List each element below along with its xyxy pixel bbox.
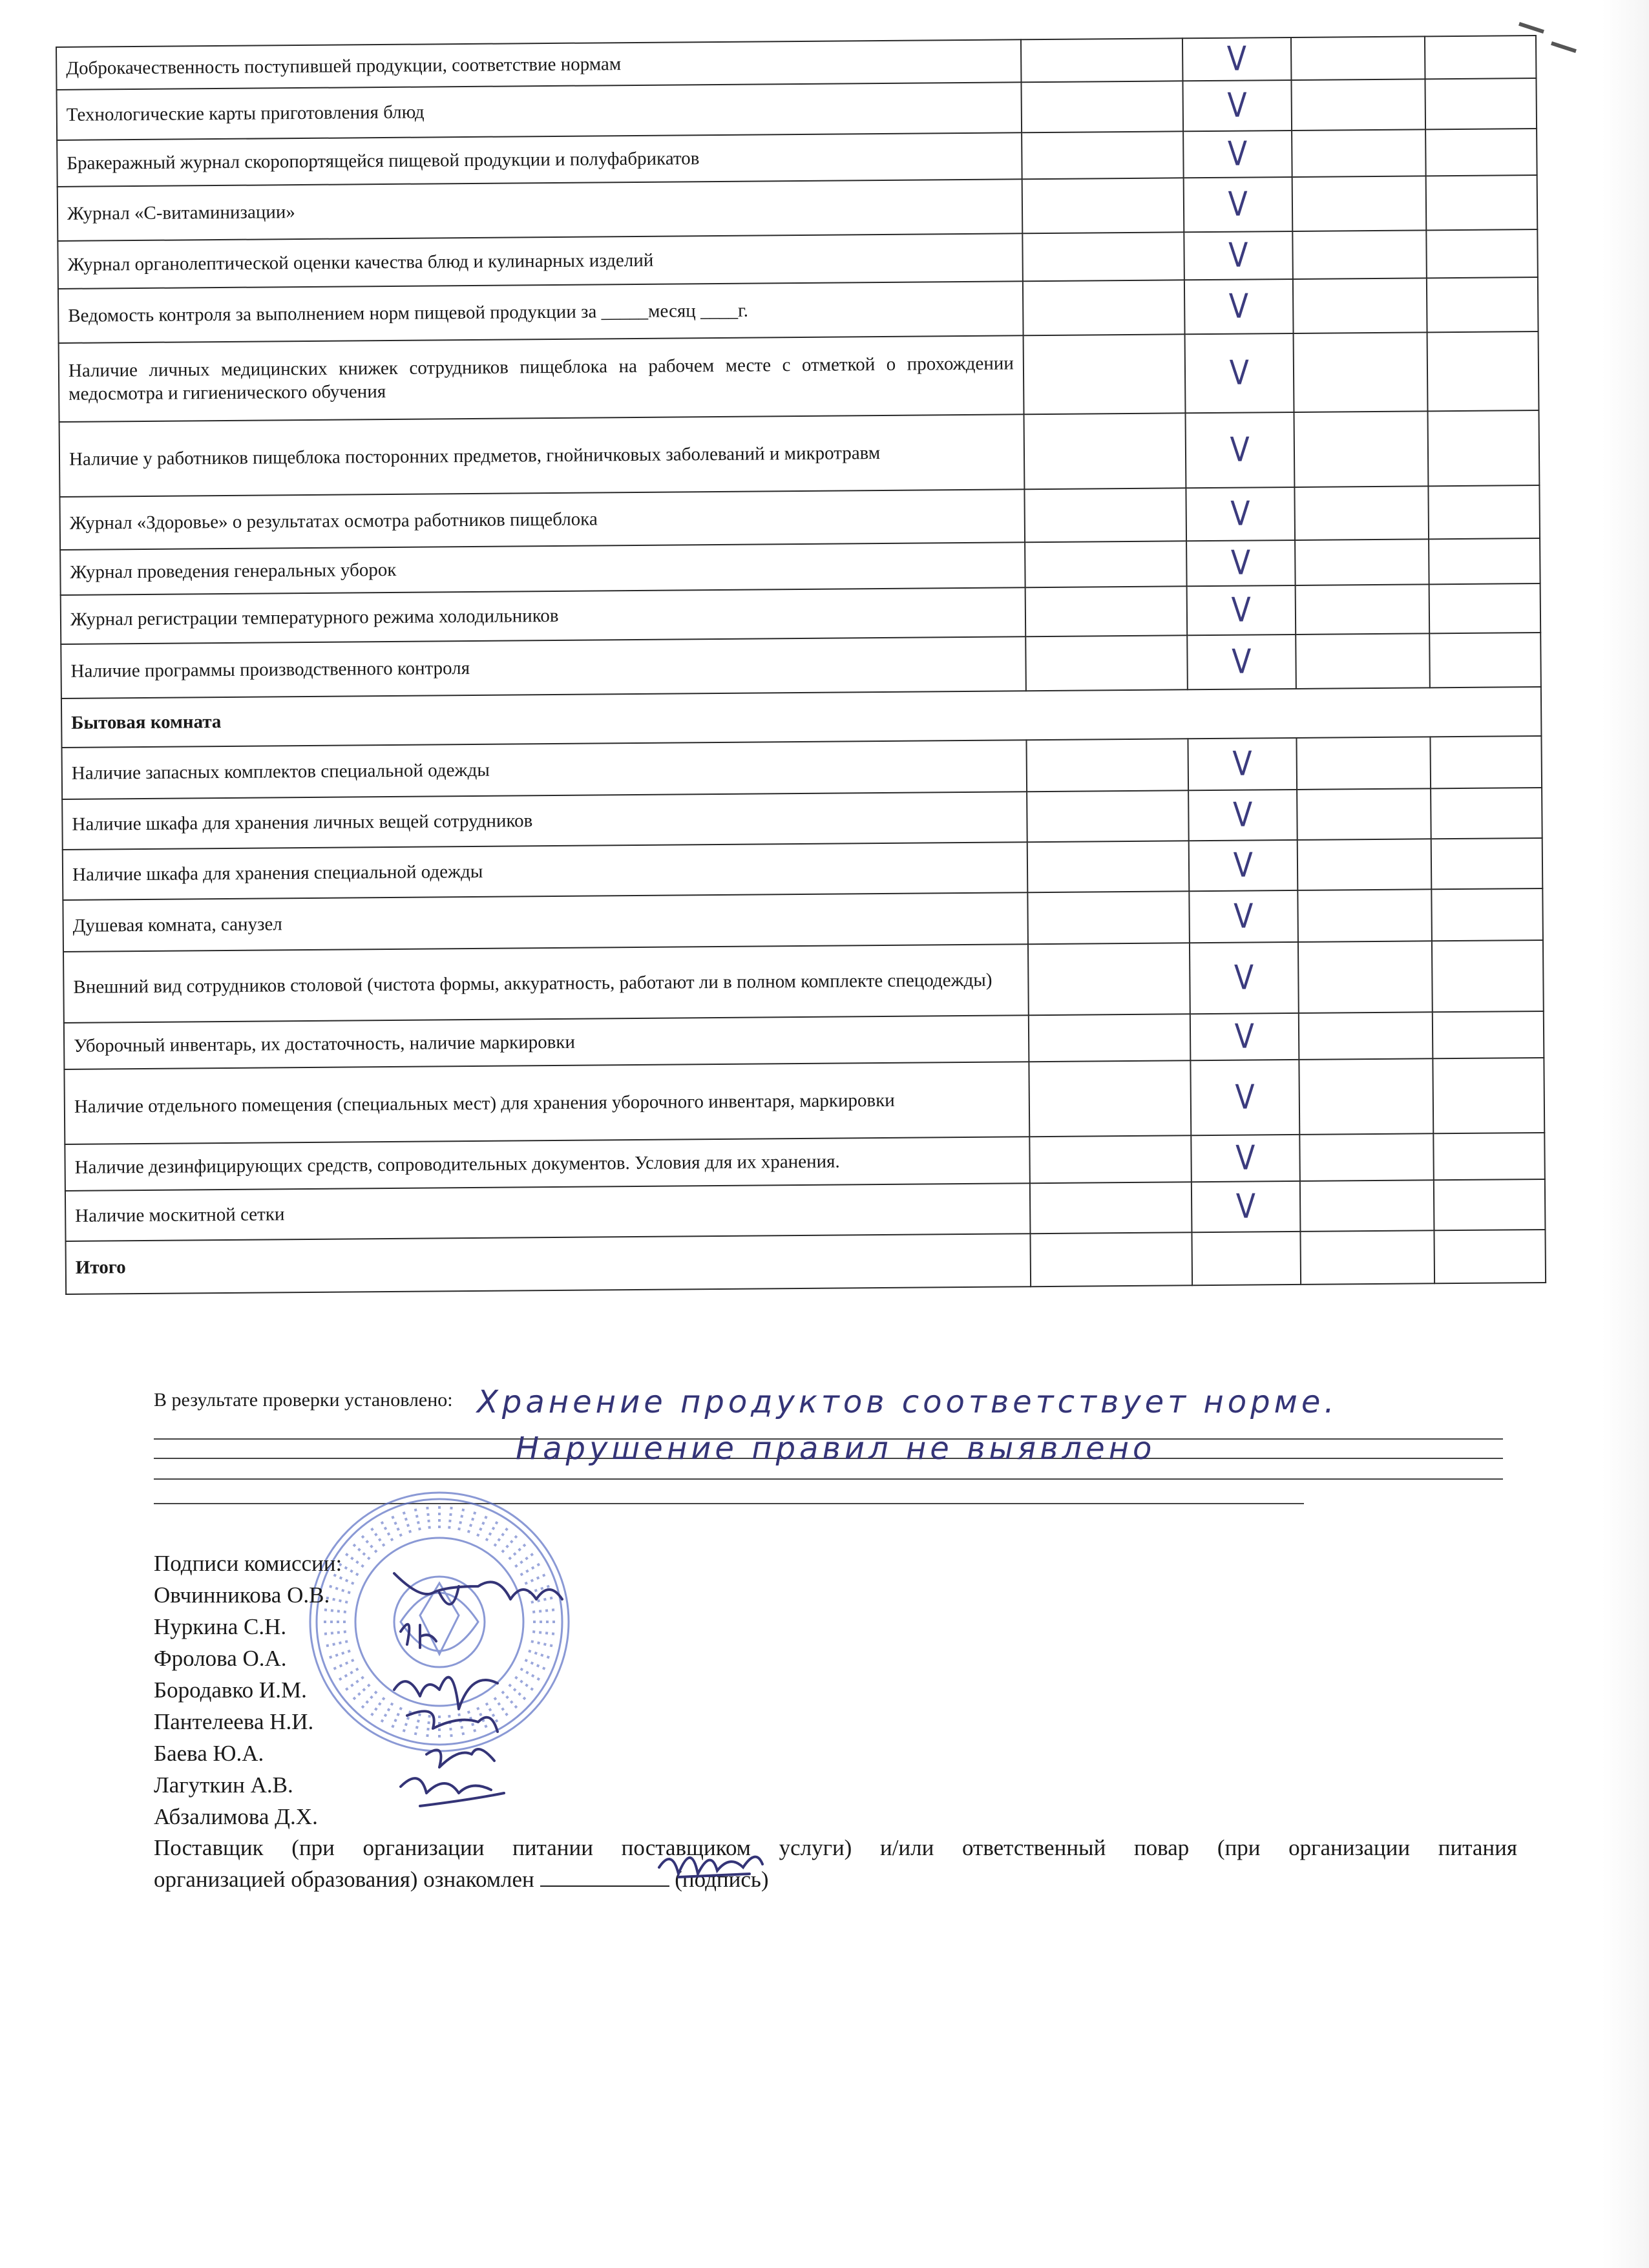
criterion-label: Технологические карты приготовления блюд xyxy=(57,82,1022,140)
scan-mark xyxy=(1518,22,1544,34)
empty-cell xyxy=(1296,584,1430,635)
empty-cell xyxy=(1293,278,1427,333)
empty-cell xyxy=(1292,230,1427,279)
empty-cell xyxy=(1294,332,1428,412)
commission-member: Лагуткин А.В. xyxy=(154,1772,293,1798)
commission-member: Фролова О.А. xyxy=(154,1646,287,1671)
compliance-check-cell xyxy=(1190,1013,1299,1060)
supplier-handwritten-signature xyxy=(653,1835,769,1893)
check-mark: V xyxy=(1230,494,1251,534)
empty-cell xyxy=(1292,176,1427,231)
empty-cell xyxy=(1295,539,1429,585)
empty-cell xyxy=(1433,1011,1544,1058)
empty-cell xyxy=(1022,131,1184,179)
empty-cell xyxy=(1028,943,1190,1015)
empty-cell xyxy=(1030,1232,1192,1286)
empty-cell xyxy=(1025,541,1187,587)
result-label: В результате проверки установлено: xyxy=(154,1389,453,1411)
compliance-check-cell xyxy=(1191,1135,1300,1182)
compliance-check-cell xyxy=(1182,80,1292,131)
criterion-label: Наличие шкафа для хранения личных вещей сотрудников xyxy=(62,792,1027,850)
check-mark: V xyxy=(1235,1078,1255,1117)
empty-cell xyxy=(1431,788,1542,839)
criterion-label: Доброкачественность поступившей продукции, соответствие нормам xyxy=(56,39,1021,90)
total-label: Итого xyxy=(66,1234,1031,1294)
empty-cell xyxy=(1299,1058,1433,1135)
empty-cell xyxy=(1294,486,1429,540)
compliance-check-cell xyxy=(1186,487,1295,541)
criterion-label: Бракеражный журнал скоропортящейся пищевой продукции и полуфабрикатов xyxy=(57,132,1022,187)
compliance-check-cell xyxy=(1187,585,1296,635)
empty-cell xyxy=(1029,1060,1191,1137)
empty-cell xyxy=(1025,586,1188,636)
empty-cell xyxy=(1192,1232,1301,1285)
handwritten-result-line-1: Хранение продуктов соответствует норме. xyxy=(477,1384,1338,1420)
section-title: Бытовая комната xyxy=(61,687,1542,748)
empty-cell xyxy=(1426,175,1538,230)
check-mark: V xyxy=(1232,642,1252,682)
compliance-check-cell xyxy=(1192,1181,1301,1232)
empty-cell xyxy=(1425,78,1537,129)
empty-cell xyxy=(1434,1230,1546,1283)
criterion-label: Наличие запасных комплектов специальной одежды xyxy=(62,740,1027,799)
criterion-label: Наличие москитной сетки xyxy=(65,1183,1031,1241)
check-mark: V xyxy=(1228,236,1248,275)
compliance-check-cell xyxy=(1189,890,1298,943)
empty-cell xyxy=(1427,277,1539,332)
scan-edge-shadow xyxy=(1602,0,1649,2268)
check-mark: V xyxy=(1235,1139,1255,1178)
empty-cell xyxy=(1296,633,1430,689)
empty-cell xyxy=(1429,583,1541,633)
compliance-check-cell xyxy=(1190,942,1299,1014)
criterion-label: Наличие у работников пищеблока посторонних предметов, гнойничковых заболеваний и микротравм xyxy=(59,414,1025,497)
result-line xyxy=(154,1478,1503,1480)
commission-member: Пантелеева Н.И. xyxy=(154,1709,314,1734)
check-mark: V xyxy=(1229,353,1250,393)
compliance-check-cell xyxy=(1188,790,1297,841)
supplier-acknowledged-text: организацией образования) ознакомлен xyxy=(154,1867,534,1892)
empty-cell xyxy=(1430,736,1542,788)
empty-cell xyxy=(1425,129,1537,176)
empty-cell xyxy=(1428,485,1540,539)
check-mark: V xyxy=(1233,795,1253,835)
compliance-check-cell xyxy=(1184,231,1293,280)
empty-cell xyxy=(1024,334,1186,414)
criterion-label: Внешний вид сотрудников столовой (чистота формы, аккуратность, работают ли в полном комплекте спецодежды) xyxy=(63,944,1029,1023)
criterion-label: Ведомость контроля за выполнением норм пищевой продукции за _____месяц ____г. xyxy=(58,281,1024,343)
criterion-label: Наличие программы производственного контроля xyxy=(61,636,1026,698)
empty-cell xyxy=(1431,888,1543,941)
empty-cell xyxy=(1294,411,1429,487)
compliance-check-cell xyxy=(1184,177,1293,232)
supplier-line-1: Поставщик (при организации питании поставщиком услуги) и/или ответственный повар (при организации питания xyxy=(154,1835,1517,1860)
check-mark: V xyxy=(1234,958,1254,998)
check-mark: V xyxy=(1232,744,1253,784)
handwritten-result-line-2: Нарушение правил не выявлено xyxy=(516,1431,1156,1467)
criterion-label: Уборочный инвентарь, их достаточность, наличие маркировки xyxy=(64,1015,1029,1069)
checklist-row xyxy=(63,940,1544,1023)
commission-member: Абзалимова Д.Х. xyxy=(154,1804,318,1829)
empty-cell xyxy=(1427,331,1539,411)
empty-cell xyxy=(1429,633,1541,688)
compliance-check-cell xyxy=(1184,279,1294,334)
criterion-label: Журнал органолептической оценки качества блюд и кулинарных изделий xyxy=(58,233,1023,289)
commission-member-list xyxy=(154,1579,342,1832)
empty-cell xyxy=(1027,841,1190,892)
check-mark: V xyxy=(1228,134,1248,174)
empty-cell xyxy=(1030,1182,1192,1234)
commission-signatures xyxy=(154,1548,342,1832)
empty-cell xyxy=(1300,1180,1434,1232)
empty-cell xyxy=(1021,38,1183,82)
empty-cell xyxy=(1022,232,1184,281)
criterion-label: Журнал «С-витаминизации» xyxy=(58,179,1023,241)
empty-cell xyxy=(1433,1058,1544,1133)
empty-cell xyxy=(1027,790,1189,842)
empty-cell xyxy=(1431,838,1543,889)
check-mark: V xyxy=(1235,1187,1256,1226)
empty-cell xyxy=(1029,1135,1192,1183)
empty-cell xyxy=(1429,538,1540,584)
empty-cell xyxy=(1291,79,1425,131)
empty-cell xyxy=(1292,129,1426,177)
empty-cell xyxy=(1027,891,1190,944)
empty-cell xyxy=(1023,280,1185,335)
commission-member: Бородавко И.М. xyxy=(154,1677,307,1703)
criterion-label: Душевая комната, санузел xyxy=(63,892,1028,952)
compliance-check-cell xyxy=(1188,738,1297,790)
check-mark: V xyxy=(1230,430,1250,470)
compliance-check-cell xyxy=(1189,840,1298,891)
empty-cell xyxy=(1434,1179,1546,1230)
empty-cell xyxy=(1026,739,1188,792)
empty-cell xyxy=(1433,1133,1545,1180)
signature-caption: (подпись) xyxy=(675,1867,769,1892)
empty-cell xyxy=(1296,737,1431,790)
compliance-check-cell xyxy=(1182,37,1292,81)
empty-cell xyxy=(1029,1014,1191,1062)
compliance-check-cell xyxy=(1185,333,1294,413)
empty-cell xyxy=(1425,36,1537,79)
empty-cell xyxy=(1299,1012,1433,1060)
checklist-row xyxy=(64,1058,1544,1144)
check-mark: V xyxy=(1231,591,1252,630)
criterion-label: Наличие шкафа для хранения специальной одежды xyxy=(63,842,1028,900)
signatures-title: Подписи комиссии: xyxy=(154,1551,342,1576)
empty-cell xyxy=(1291,36,1425,80)
supplier-acknowledgement xyxy=(154,1832,1517,1895)
scan-mark xyxy=(1551,41,1577,53)
empty-cell xyxy=(1426,229,1538,278)
compliance-check-cell xyxy=(1190,1060,1299,1135)
criterion-label: Наличие дезинфицирующих средств, сопроводительных документов. Условия для их хранения. xyxy=(65,1137,1030,1191)
checklist-body xyxy=(56,36,1546,1294)
check-mark: V xyxy=(1234,897,1254,936)
check-mark: V xyxy=(1234,1017,1255,1056)
compliance-check-cell xyxy=(1183,131,1292,178)
inspection-checklist-table xyxy=(56,35,1546,1295)
empty-cell xyxy=(1297,788,1431,840)
empty-cell xyxy=(1025,635,1188,691)
empty-cell xyxy=(1024,488,1186,542)
check-mark: V xyxy=(1228,287,1249,326)
check-mark: V xyxy=(1226,39,1247,79)
compliance-check-cell xyxy=(1187,635,1296,689)
criterion-label: Наличие отдельного помещения (специальных мест) для хранения уборочного инвентаря, маркировки xyxy=(64,1062,1029,1144)
empty-cell xyxy=(1427,410,1539,486)
check-mark: V xyxy=(1228,185,1248,224)
criterion-label: Журнал регистрации температурного режима холодильников xyxy=(61,587,1026,644)
supplier-line-2 xyxy=(154,1864,1517,1895)
compliance-check-cell xyxy=(1186,412,1295,488)
empty-cell xyxy=(1299,1133,1434,1181)
commission-member: Овчинникова О.В. xyxy=(154,1582,330,1608)
checklist-row xyxy=(59,331,1539,422)
total-row xyxy=(66,1230,1546,1294)
commission-member: Баева Ю.А. xyxy=(154,1741,264,1766)
criterion-label: Наличие личных медицинских книжек сотрудников пищеблока на рабочем месте с отметкой о прохождении медосмотра и гигиенического обучения xyxy=(59,335,1024,422)
compliance-check-cell xyxy=(1186,540,1296,586)
criterion-label: Журнал проведения генеральных уборок xyxy=(60,542,1025,595)
supplier-signature-blank xyxy=(540,1866,669,1887)
commission-member: Нуркина С.Н. xyxy=(154,1614,287,1639)
empty-cell xyxy=(1300,1230,1434,1285)
checklist-row xyxy=(59,410,1540,497)
empty-cell xyxy=(1432,940,1544,1012)
empty-cell xyxy=(1024,413,1186,489)
check-mark: V xyxy=(1227,86,1248,125)
handwritten-signatures xyxy=(381,1560,575,1832)
criterion-label: Журнал «Здоровье» о результатах осмотра работников пищеблока xyxy=(59,489,1025,550)
empty-cell xyxy=(1022,178,1184,233)
empty-cell xyxy=(1021,81,1183,132)
empty-cell xyxy=(1298,941,1433,1013)
empty-cell xyxy=(1297,839,1432,890)
check-mark: V xyxy=(1233,846,1254,885)
check-mark: V xyxy=(1230,543,1251,583)
empty-cell xyxy=(1297,889,1432,942)
